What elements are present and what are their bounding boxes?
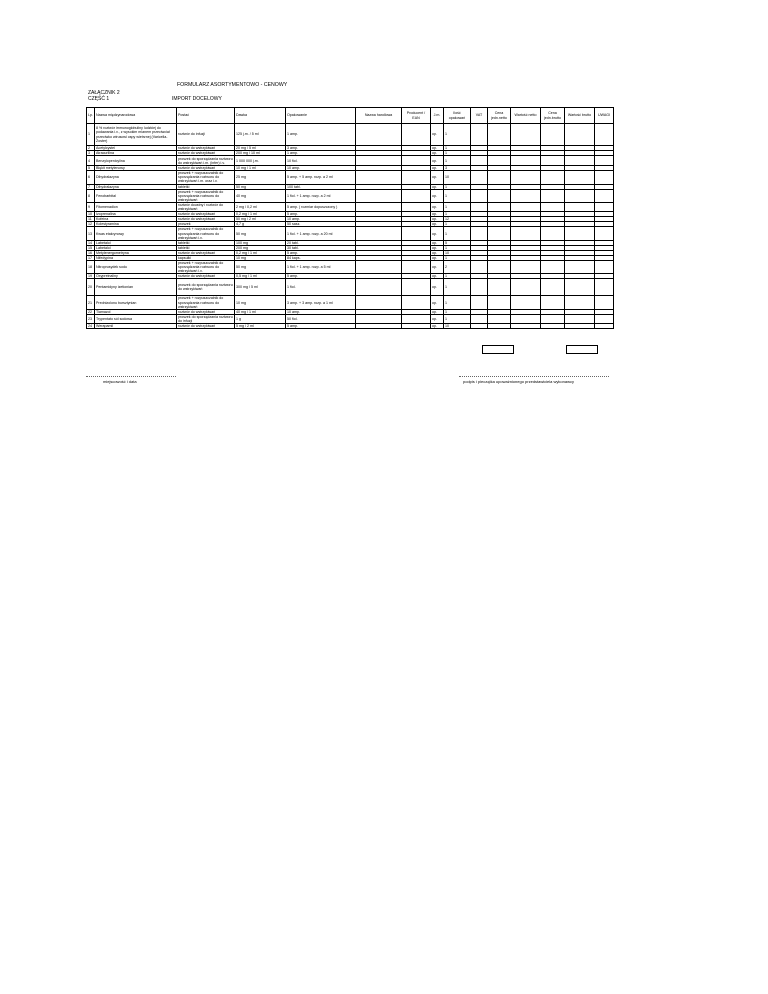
col-header-producer: Producent / EAN [402, 108, 431, 124]
row-unit: op. [431, 261, 444, 274]
row-lp: 20 [87, 279, 95, 296]
row-value-net [511, 261, 541, 274]
row-notes [595, 227, 614, 240]
row-value-net [511, 314, 541, 323]
row-vat [471, 261, 488, 274]
row-unit-net [488, 156, 511, 166]
row-dose: 0,5 mg / 1 ml [235, 274, 286, 279]
table-row [87, 124, 614, 146]
row-unit: op. [431, 124, 444, 146]
col-header-name: Nazwa międzynarodowa [95, 108, 177, 124]
row-unit: op. [431, 156, 444, 166]
row-lp: 14 [87, 240, 95, 245]
col-header-value-gross: Wartość brutto [565, 108, 595, 124]
row-pack: 5 amp. [286, 250, 356, 255]
row-form: proszek + rozpuszczalnik do sporządzania roztworu do wstrzykiwań [177, 296, 235, 309]
row-unit: op. [431, 240, 444, 245]
row-unit-gross [541, 324, 565, 329]
row-pack: 3 amp. + 3 amp. rozp. a 1 ml [286, 296, 356, 309]
row-name: Dihydralazyna [95, 184, 177, 189]
table-row [87, 296, 614, 309]
row-vat [471, 189, 488, 202]
row-value-gross [565, 156, 595, 166]
row-value-gross [565, 171, 595, 184]
row-notes [595, 261, 614, 274]
col-header-unit-gross: Cena jedn.brutto [541, 108, 565, 124]
row-name: Tiamazol [95, 309, 177, 314]
row-qty: 1 [444, 279, 471, 296]
row-producer [402, 279, 431, 296]
row-lp: 18 [87, 261, 95, 274]
row-pack: 10 amp. [286, 309, 356, 314]
row-unit: op. [431, 171, 444, 184]
row-pack: 50 sasz. [286, 222, 356, 227]
row-qty: 1 [444, 274, 471, 279]
row-dose: 4,7 g [235, 222, 286, 227]
row-qty: 12 [444, 217, 471, 222]
row-value-gross [565, 296, 595, 309]
row-notes [595, 202, 614, 211]
row-lp: 22 [87, 309, 95, 314]
table-row [87, 279, 614, 296]
row-value-gross [565, 189, 595, 202]
row-value-gross [565, 279, 595, 296]
row-lp: 8 [87, 189, 95, 202]
row-lp: 3 [87, 151, 95, 156]
col-header-trade-name: Nazwa handlowa [356, 108, 402, 124]
row-name: Prednizolonu bursztynian [95, 296, 177, 309]
row-dose: 40 mg [235, 189, 286, 202]
row-unit-net [488, 202, 511, 211]
row-dose: 2 mg / 0,2 ml [235, 202, 286, 211]
table-row [87, 156, 614, 166]
row-dose: 0,2 mg / 1 ml [235, 250, 286, 255]
col-header-unit-net: Cena jedn.netto [488, 108, 511, 124]
row-unit: op. [431, 184, 444, 189]
assortment-price-table [86, 107, 614, 329]
row-value-gross [565, 227, 595, 240]
row-dose: 50 mg / 2 ml [235, 217, 286, 222]
row-pack: 5 amp. + 5 amp. rozp. a 2 ml [286, 171, 356, 184]
row-value-net [511, 156, 541, 166]
row-lp: 5 [87, 166, 95, 171]
place-date-line [86, 376, 176, 377]
row-pack: 30 tabl. [286, 245, 356, 250]
annex-label: ZAŁĄCZNIK 2 [88, 90, 120, 96]
row-vat [471, 296, 488, 309]
col-header-notes: UWAGI [595, 108, 614, 124]
row-form: roztwór do infuzji [177, 124, 235, 146]
row-unit-gross [541, 171, 565, 184]
row-name: Labetalol [95, 240, 177, 245]
row-name: Izoprenalina [95, 212, 177, 217]
row-name: Fenobarbital [95, 189, 177, 202]
row-name: Werapamil [95, 324, 177, 329]
row-value-net [511, 171, 541, 184]
row-unit-gross [541, 261, 565, 274]
table-row [87, 314, 614, 323]
row-dose: 1 g [235, 314, 286, 323]
row-name: Kolestyramina [95, 222, 177, 227]
col-header-value-net: Wartość netto [511, 108, 541, 124]
row-notes [595, 324, 614, 329]
row-name: Acetylcystei [95, 146, 177, 151]
row-trade-name [356, 156, 402, 166]
row-unit-gross [541, 314, 565, 323]
row-form: roztwór do wstrzykiwań [177, 217, 235, 222]
row-trade-name [356, 171, 402, 184]
row-name: Metylenergometryna [95, 250, 177, 255]
row-qty: 10 [444, 324, 471, 329]
form-title: FORMULARZ ASORTYMENTOWO - CENOWY [177, 82, 288, 88]
row-value-gross [565, 314, 595, 323]
row-dose: 100 mg [235, 240, 286, 245]
row-qty: 1 [444, 184, 471, 189]
row-dose: 200 mg / 10 ml [235, 151, 286, 156]
row-qty: 10 [444, 171, 471, 184]
row-lp: 2 [87, 146, 95, 151]
row-producer [402, 324, 431, 329]
col-header-form: Postać [177, 108, 235, 124]
row-dose: 40 mg / 1 ml [235, 309, 286, 314]
row-name: Pentamidyny izetionian [95, 279, 177, 296]
row-unit: op. [431, 314, 444, 323]
row-vat [471, 227, 488, 240]
row-unit: op. [431, 255, 444, 260]
row-name: Labetalol [95, 245, 177, 250]
row-unit: op. [431, 250, 444, 255]
row-pack: 5 amp. [286, 212, 356, 217]
col-header-unit: J.m. [431, 108, 444, 124]
total-net-box [482, 345, 514, 354]
row-value-net [511, 296, 541, 309]
row-name: Benzylopenicylina [95, 156, 177, 166]
row-form: proszek do sporządzania roztworu do infuzji [178, 314, 233, 323]
row-form: proszek + rozpuszczalnik do sporządzania roztworu do wstrzykiwań i.m. oraz i.v. [177, 171, 235, 184]
table-row [87, 189, 614, 202]
row-pack: 1 amp. [286, 151, 356, 156]
row-name: Kwas etakrynowy [95, 227, 177, 240]
row-qty: 1 [444, 146, 471, 151]
row-unit-net [488, 279, 511, 296]
row-value-net [511, 189, 541, 202]
row-pack: 5 amp. ( rozmiar dopuszczony ) [286, 202, 356, 211]
row-pack: 10 fiol. [286, 156, 356, 166]
row-lp: 17 [87, 255, 95, 260]
row-vat [471, 324, 488, 329]
row-qty: 1 [444, 309, 471, 314]
row-form: roztwór do wstrzykiwań [177, 274, 235, 279]
row-unit: op. [431, 202, 444, 211]
row-qty: 1 [444, 189, 471, 202]
row-notes [595, 189, 614, 202]
row-trade-name [356, 227, 402, 240]
row-dose: 5 mg / 2 ml [235, 324, 286, 329]
table-row [87, 261, 614, 274]
row-unit: op. [431, 309, 444, 314]
row-trade-name [356, 279, 402, 296]
row-producer [402, 296, 431, 309]
row-trade-name [356, 202, 402, 211]
row-qty: 5 [444, 240, 471, 245]
row-form: tabletki [177, 184, 235, 189]
table-header-row [87, 108, 614, 124]
row-name: Fitomenadion [95, 202, 177, 211]
row-name: Oxypreinaliny [95, 274, 177, 279]
row-unit-net [488, 296, 511, 309]
row-vat [471, 156, 488, 166]
row-unit: op. [431, 296, 444, 309]
row-form: roztwór do wstrzykiwań [177, 309, 235, 314]
col-header-vat: VAT [471, 108, 488, 124]
row-dose: 50 mg [235, 261, 286, 274]
row-form: kapsułki [177, 255, 235, 260]
row-vat [471, 202, 488, 211]
row-name: 8 % roztwór immunoglobuliny ludzkiej do podawania i.v., z wysokim mianem przeciwciał przeciwko wirusowi ospy wietrznej (Varicella-Zoster) [95, 124, 177, 146]
row-lp: 23 [87, 314, 95, 323]
table-row [87, 202, 614, 211]
row-form: roztwór do wstrzykiwań [177, 146, 235, 151]
row-qty: 2 [444, 261, 471, 274]
row-form: roztwór do wstrzykiwań [177, 212, 235, 217]
row-form: proszek + rozpuszczalnik do sporządzania roztworu do wstrzykiwań i.v. [177, 227, 235, 240]
row-pack: 5 amp. [286, 274, 356, 279]
row-unit-net [488, 189, 511, 202]
row-trade-name [356, 324, 402, 329]
row-value-net [511, 202, 541, 211]
table-row [87, 227, 614, 240]
row-lp: 15 [87, 245, 95, 250]
row-unit-net [488, 261, 511, 274]
row-value-gross [565, 324, 595, 329]
row-producer [402, 227, 431, 240]
row-unit: op. [431, 245, 444, 250]
signature-label: podpis i pieczątka upoważnionego przedstawiciela wykonawcy [463, 379, 574, 384]
row-lp: 6 [87, 171, 95, 184]
row-pack: 1 fiol. + 1 amp. rozp. a 2 ml [286, 189, 356, 202]
row-dose: 10 mg / 1 ml [235, 166, 286, 171]
row-producer [402, 189, 431, 202]
row-dose: 10 mg [235, 296, 286, 309]
row-qty: 10 [444, 250, 471, 255]
row-notes [595, 171, 614, 184]
row-vat [471, 279, 488, 296]
table-row [87, 171, 614, 184]
row-lp: 7 [87, 184, 95, 189]
row-pack: 84 kaps. [286, 255, 356, 260]
row-notes [595, 156, 614, 166]
row-form: proszek + rozpuszczalnik do sporządzania roztworu do wstrzykiwań i.v. [177, 261, 235, 274]
row-unit-net [488, 227, 511, 240]
row-value-net [511, 124, 541, 146]
row-unit: op. [431, 324, 444, 329]
row-unit: op. [431, 227, 444, 240]
row-lp: 9 [87, 202, 95, 211]
row-lp: 16 [87, 250, 95, 255]
row-pack: 20 tabl. [286, 240, 356, 245]
row-qty: 1 [444, 245, 471, 250]
row-notes [595, 279, 614, 296]
row-trade-name [356, 314, 402, 323]
row-name: Dihydralazyna [95, 171, 177, 184]
row-unit: op. [431, 151, 444, 156]
row-form: roztwór do wstrzykiwań [177, 166, 235, 171]
row-unit-gross [541, 227, 565, 240]
row-form: proszek do sporządzania roztworu do wstrzykiwań i.m. (infer) i.v. [178, 156, 233, 165]
row-form: proszek do sporządzania roztworu do wstrzykiwań [177, 279, 235, 296]
row-unit: op. [431, 274, 444, 279]
row-unit: op. [431, 217, 444, 222]
row-lp: 24 [87, 324, 95, 329]
row-unit: op. [431, 166, 444, 171]
row-form: roztwór do wstrzykiwań [177, 151, 235, 156]
row-dose: 0,2 mg / 1 ml [235, 212, 286, 217]
row-dose: 200 mg [235, 245, 286, 250]
row-form: roztwór doustny i roztwór do wstrzykiwań [177, 202, 235, 211]
row-unit-net [488, 314, 511, 323]
row-trade-name [356, 124, 402, 146]
row-pack: 1 amp. [286, 124, 356, 146]
row-form: tabletki [177, 245, 235, 250]
row-trade-name [356, 296, 402, 309]
section-label: IMPORT DOCELOWY [172, 96, 222, 102]
row-lp: 4 [87, 156, 95, 166]
row-qty: 1 [444, 255, 471, 260]
row-unit-gross [541, 124, 565, 146]
row-producer [402, 202, 431, 211]
row-vat [471, 124, 488, 146]
table-row [87, 324, 614, 329]
row-dose: 1 000 000 j.m. [235, 156, 286, 166]
row-notes [595, 296, 614, 309]
col-header-qty: Ilość opakowań [444, 108, 471, 124]
row-producer [402, 171, 431, 184]
row-qty: 1 [444, 151, 471, 156]
row-pack: 3 amp. [286, 146, 356, 151]
row-unit-net [488, 171, 511, 184]
row-lp: 1 [87, 124, 95, 146]
row-dose: 50 mg [235, 227, 286, 240]
row-value-gross [565, 202, 595, 211]
row-value-net [511, 324, 541, 329]
row-qty: 1 [444, 296, 471, 309]
row-form: roztwór do wstrzykiwań [177, 324, 235, 329]
row-form: proszek + rozpuszczalnik do sporządzania roztworu do wstrzykiwań [177, 189, 235, 202]
row-unit-gross [541, 156, 565, 166]
row-unit: op. [431, 222, 444, 227]
row-pack: 1 fiol. + 1 amp. rozp. a 5 ml [286, 261, 356, 274]
row-lp: 21 [87, 296, 95, 309]
row-lp: 13 [87, 227, 95, 240]
row-value-net [511, 279, 541, 296]
row-qty: 1 [444, 202, 471, 211]
row-qty: 1 [444, 212, 471, 217]
row-unit-gross [541, 279, 565, 296]
row-notes [595, 314, 614, 323]
row-name: Kofeina [95, 217, 177, 222]
col-header-pack: Opakowanie [286, 108, 356, 124]
row-vat [471, 171, 488, 184]
row-value-gross [565, 261, 595, 274]
row-dose: 20 mg / 5 ml [235, 146, 286, 151]
row-qty: 3 [444, 166, 471, 171]
row-unit-gross [541, 202, 565, 211]
row-unit: op. [431, 146, 444, 151]
row-unit-gross [541, 189, 565, 202]
row-dose: 10 mg [235, 255, 286, 260]
row-value-net [511, 227, 541, 240]
row-name: Atracurillna [95, 151, 177, 156]
row-name: Nifedypina [95, 255, 177, 260]
row-pack: 5 amp. [286, 324, 356, 329]
row-form: proszek [177, 222, 235, 227]
row-unit: op. [431, 212, 444, 217]
row-trade-name [356, 189, 402, 202]
row-qty: 1 [444, 124, 471, 146]
row-unit-gross [541, 296, 565, 309]
row-qty: 1 [444, 156, 471, 166]
total-gross-box [566, 345, 598, 354]
row-qty: 1 [444, 227, 471, 240]
row-unit-net [488, 124, 511, 146]
row-unit: op. [431, 279, 444, 296]
row-unit-net [488, 324, 511, 329]
row-value-gross [565, 124, 595, 146]
row-name: Nitroprusydek sodu [95, 261, 177, 274]
row-producer [402, 156, 431, 166]
row-dose: 300 mg / 5 ml [235, 279, 286, 296]
signature-line [459, 376, 609, 377]
row-qty: 1 [444, 222, 471, 227]
part-label: CZĘŚĆ 1 [88, 96, 110, 102]
row-lp: 10 [87, 212, 95, 217]
row-pack: 50 fiol. [286, 314, 356, 323]
row-qty: 1 [444, 314, 471, 323]
row-notes [595, 124, 614, 146]
row-trade-name [356, 261, 402, 274]
row-unit: op. [431, 189, 444, 202]
row-producer [402, 261, 431, 274]
place-date-label: miejscowość i data [103, 379, 137, 384]
row-name: Błękit metylenowy [95, 166, 177, 171]
row-pack: 10 amp. [286, 166, 356, 171]
row-vat [471, 314, 488, 323]
row-producer [402, 314, 431, 323]
row-dose: 125 j.m. / 5 ml [235, 124, 286, 146]
row-pack: 1 fiol. + 1 amp. rozp. a 20 ml [286, 227, 356, 240]
row-dose: 50 mg [235, 184, 286, 189]
row-form: tabletki [177, 240, 235, 245]
row-pack: 1 fiol. [286, 279, 356, 296]
row-form: roztwór do wstrzykiwań [177, 250, 235, 255]
col-header-dose: Dawka [235, 108, 286, 124]
row-name: Trypentato sól sodowa [95, 314, 177, 323]
row-pack: 10 amp. [286, 217, 356, 222]
row-dose: 25 mg [235, 171, 286, 184]
col-header-lp: Lp. [87, 108, 95, 124]
row-producer [402, 124, 431, 146]
row-pack: 100 tabl. [286, 184, 356, 189]
row-lp: 19 [87, 274, 95, 279]
row-lp: 12 [87, 222, 95, 227]
row-lp: 11 [87, 217, 95, 222]
